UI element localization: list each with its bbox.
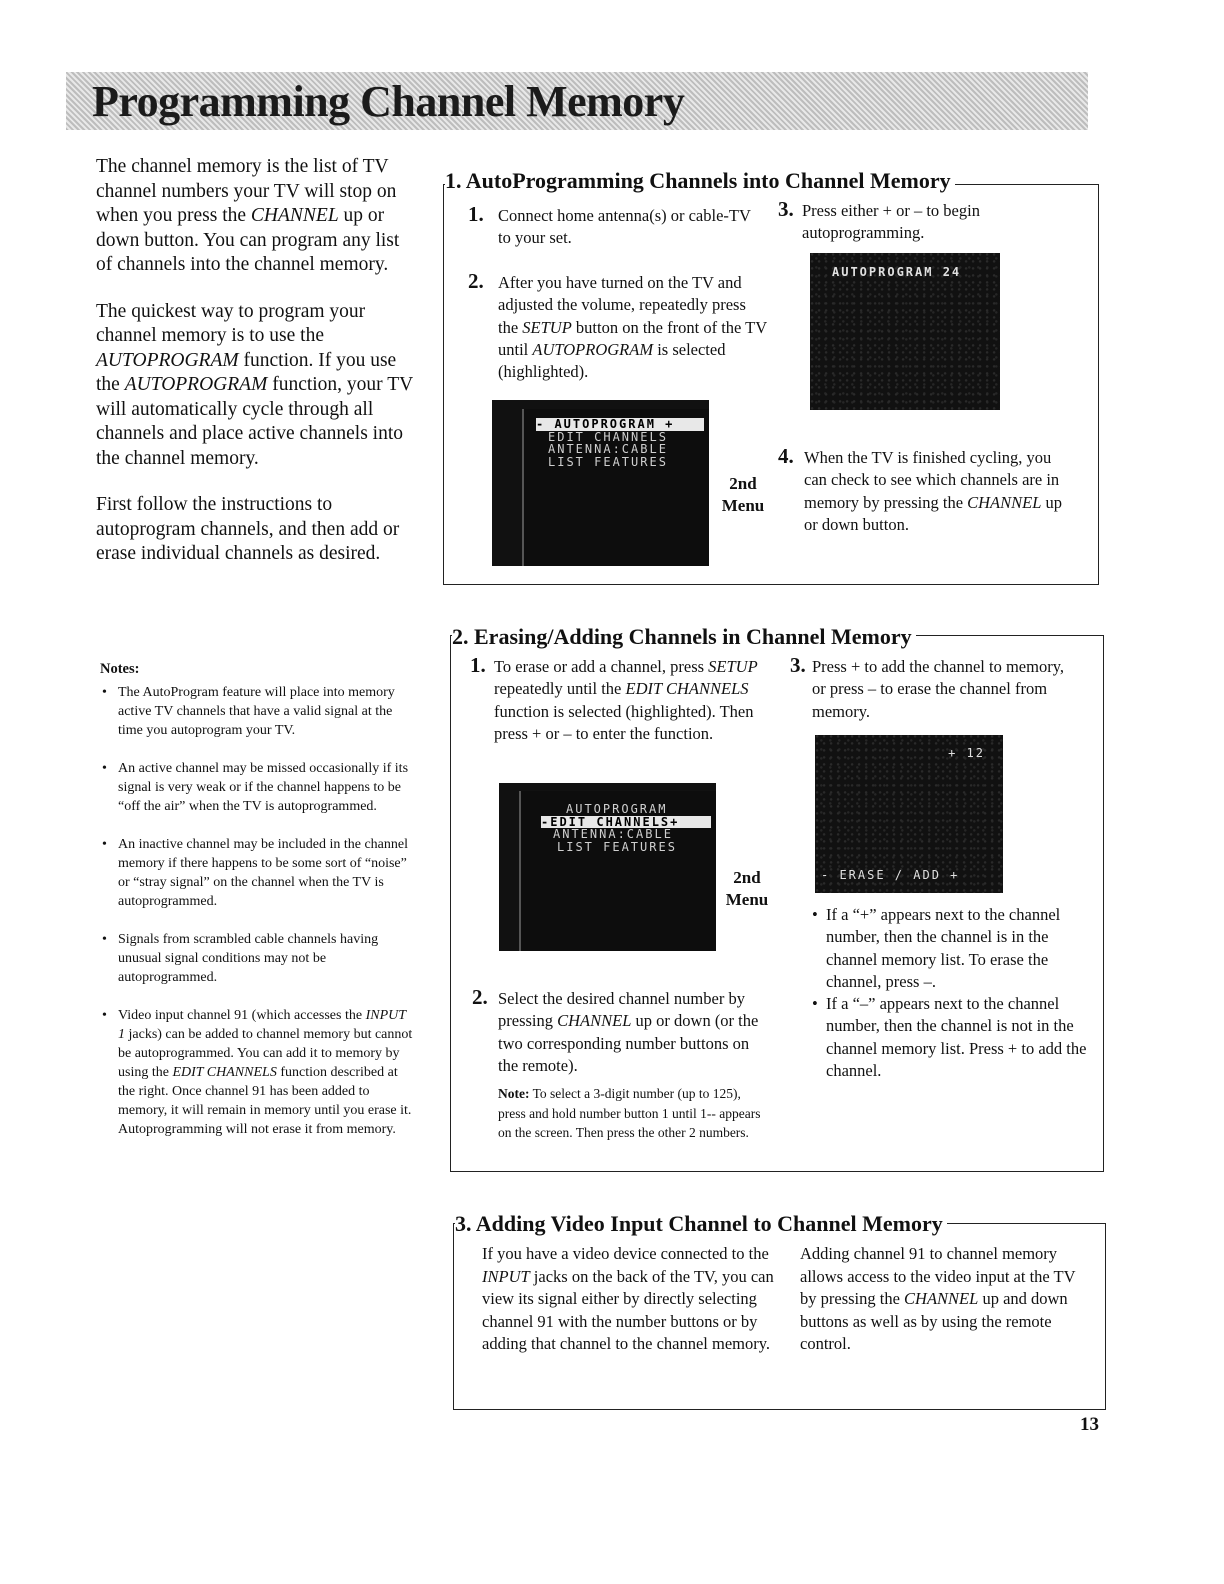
sec2-menu-screen: [499, 783, 716, 951]
intro-paragraph-2: The quickest way to program your channel memory is to use the AUTOPROGRAM function. If you use the AUTOPROGRAM function, your TV will automatically cycle through all channels and place active channels into the channel memory.: [96, 300, 413, 469]
menu-item-edit-channels: EDIT CHANNELS: [548, 429, 668, 444]
note-item: • The AutoProgram feature will place into memory active TV channels that have a valid signal at the time you autoprogram your TV.: [100, 683, 415, 740]
sec2-step-3: 3. Press + to add the channel to memory, or press – to erase the channel from memory.: [790, 653, 1065, 721]
intro-paragraph-3: First follow the instructions to autoprogram channels, and then add or erase individual channels as desired.: [96, 494, 400, 564]
channel-readout: + 12: [948, 746, 985, 760]
menu-item-list-features: LIST FEATURES: [557, 839, 677, 854]
page-number: 13: [1080, 1414, 1099, 1435]
section-3-title: 3. Adding Video Input Channel to Channel Memory: [455, 1211, 947, 1237]
sec3-right-paragraph: Adding channel 91 to channel memory allows access to the video input at the TV by pressing the CHANNEL up and down buttons as well as by using the remote control.: [800, 1244, 1076, 1353]
bullet-item: • If a “–” appears next to the channel number, then the channel is not in the channel memory list. Press + to add the channel.: [812, 993, 1097, 1082]
note-item: • Signals from scrambled cable channels having unusual signal conditions may not be autoprogrammed.: [100, 930, 415, 987]
sec2-channel-screen: [815, 735, 1003, 893]
erase-add-prompt: - ERASE / ADD +: [821, 867, 960, 882]
sec1-step-2: 2. After you have turned on the TV and adjusted the volume, repeatedly press the SETUP button on the front of the TV until AUTOPROGRAM is selected (highlighted).: [468, 269, 767, 382]
notes-heading: Notes:: [100, 661, 140, 677]
sec1-step-4: 4. When the TV is finished cycling, you can check to see which channels are in memory by pressing the CHANNEL up or down button.: [778, 444, 1063, 534]
sec2-menu-label: 2nd Menu: [725, 868, 769, 909]
autoprogram-readout: AUTOPROGRAM 24: [832, 265, 962, 279]
bullet-item: • If a “+” appears next to the channel number, then the channel is in the channel memory list. To erase the channel, press –.: [812, 904, 1097, 993]
menu-item-autoprogram: AUTOPROGRAM: [566, 802, 668, 816]
intro-paragraph-1: The channel memory is the list of TV channel numbers your TV will stop on when you press the CHANNEL up or down button. You can program any list of channels into the channel memory.: [96, 156, 400, 275]
sec2-step-2: 2. Select the desired channel number by pressing CHANNEL up or down (or the two corresponding number buttons on the remote).: [472, 985, 759, 1075]
menu-item-antenna-cable: ANTENNA:CABLE: [548, 442, 668, 456]
title-banner: [66, 72, 1088, 130]
page-title: Programming Channel Memory: [92, 77, 685, 126]
notes-list: [100, 683, 415, 1139]
menu-item-antenna-cable: ANTENNA:CABLE: [553, 827, 673, 841]
menu-item-edit-channels: -EDIT CHANNELS+: [541, 816, 711, 829]
sec3-left-paragraph: If you have a video device connected to the INPUT jacks on the back of the TV, you can view its signal either by directly selecting channel 91 with the number buttons or by adding that channel to the channel memory.: [482, 1244, 774, 1353]
sec2-bullets: [812, 904, 1097, 1082]
sec1-autoprogram-screen: [810, 253, 1000, 410]
sec2-note: Note: To select a 3-digit number (up to 125), press and hold number button 1 until 1-- appears on the screen. Then press the other 2 numbers.: [498, 1086, 761, 1140]
sec1-menu-label: 2nd Menu: [721, 474, 765, 515]
menu-item-autoprogram: - AUTOPROGRAM +: [536, 418, 704, 431]
note-item: • An active channel may be missed occasionally if its signal is very weak or if the channel happens to be “off the air” when the TV is autoprogrammed.: [100, 759, 415, 816]
note-item: • Video input channel 91 (which accesses the INPUT 1 jacks) can be added to channel memory but cannot be autoprogrammed. You can add it to memory by using the EDIT CHANNELS function described at the right. Once channel 91 has been added to memory, it will remain in memory until you erase it. Autoprogramming will not erase it from memory.: [100, 1006, 415, 1139]
section-2-title: 2. Erasing/Adding Channels in Channel Memory: [452, 624, 916, 650]
sec1-step-3: 3. Press either + or – to begin autoprogramming.: [778, 197, 980, 243]
menu-item-list-features: LIST FEATURES: [548, 454, 668, 469]
sec1-menu-screen: [492, 400, 709, 566]
intro-text: [96, 155, 414, 589]
note-item: • An inactive channel may be included in the channel memory if there happens to be some sort of “noise” or “stray signal” on the channel when the TV is autoprogrammed.: [100, 835, 415, 911]
sec2-step-1: 1. To erase or add a channel, press SETUP repeatedly until the EDIT CHANNELS function is selected (highlighted). Then press + or – to enter the function.: [470, 653, 758, 743]
section-1-title: 1. AutoProgramming Channels into Channel Memory: [445, 168, 955, 194]
sec1-step-1: 1. Connect home antenna(s) or cable-TV to your set.: [468, 202, 751, 248]
notes: [100, 660, 415, 1158]
